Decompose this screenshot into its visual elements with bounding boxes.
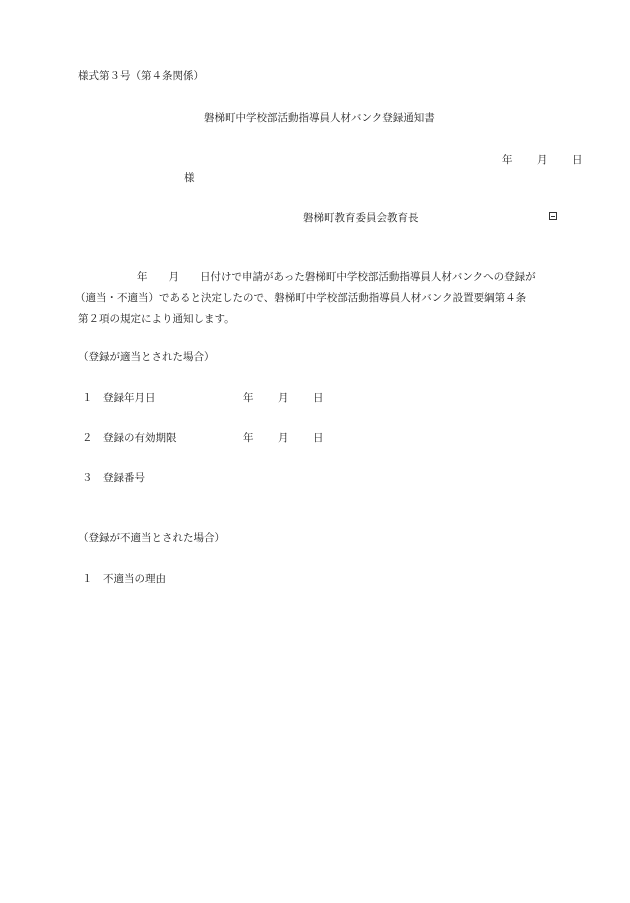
issue-date-year: 年	[502, 154, 513, 166]
approved-item-3-label: 登録番号	[103, 472, 145, 484]
issue-date-day: 日	[572, 154, 583, 166]
approved-item-1-number: １	[82, 392, 93, 404]
body-line-1: 年 月 日付けで申請があった磐梯町中学校部活動指導員人材バンクへの登録が	[137, 271, 536, 283]
rejected-item-1-label: 不適当の理由	[103, 573, 166, 585]
body-line-3: 第２項の規定により通知します。	[78, 313, 235, 325]
addressee-suffix: 様	[184, 172, 195, 184]
approved-item-2-number: ２	[82, 432, 93, 444]
approved-section-heading: （登録が適当とされた場合）	[78, 351, 215, 363]
approved-item-2-year: 年	[243, 432, 254, 444]
square-seal-icon	[549, 212, 557, 220]
issue-date-month: 月	[537, 154, 548, 166]
approved-item-2-day: 日	[313, 432, 324, 444]
approved-item-2-label: 登録の有効期限	[103, 432, 177, 444]
document-title: 磐梯町中学校部活動指導員人材バンク登録通知書	[204, 112, 435, 124]
approved-item-1-month: 月	[278, 392, 289, 404]
rejected-item-1-number: １	[82, 573, 93, 585]
body-line-2: （適当・不適当）であると決定したので、磐梯町中学校部活動指導員人材バンク設置要綱第４条	[75, 292, 527, 304]
approved-item-2-month: 月	[278, 432, 289, 444]
approved-item-1-day: 日	[313, 392, 324, 404]
approved-item-1-year: 年	[243, 392, 254, 404]
approved-item-3-number: ３	[82, 472, 93, 484]
rejected-section-heading: （登録が不適当とされた場合）	[78, 532, 225, 544]
approved-item-1-label: 登録年月日	[103, 392, 156, 404]
form-number: 様式第３号（第４条関係）	[78, 70, 204, 82]
issuer-name: 磐梯町教育委員会教育長	[303, 212, 419, 224]
